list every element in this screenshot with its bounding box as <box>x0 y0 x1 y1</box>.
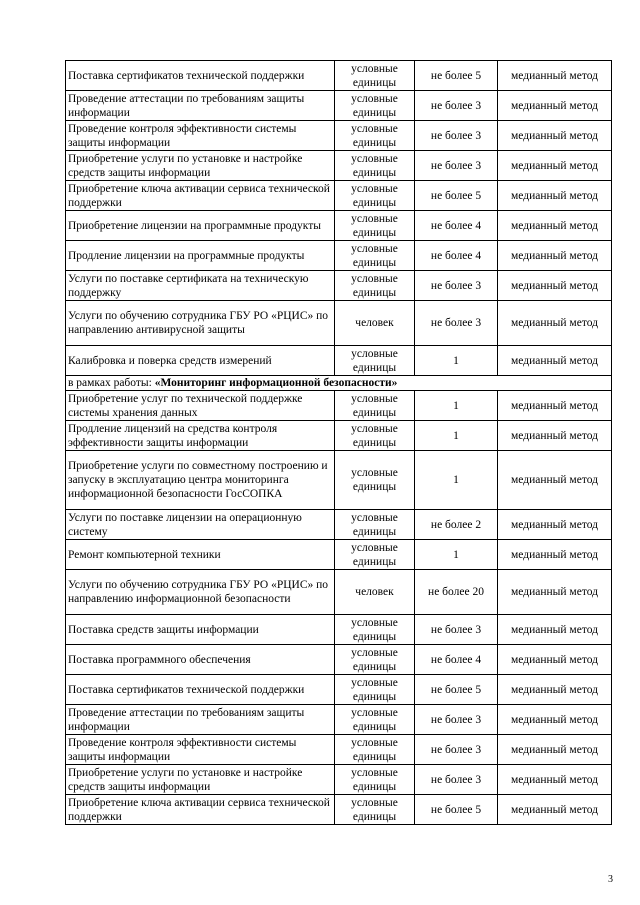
page-number: 3 <box>608 874 613 885</box>
method-cell: медианный метод <box>498 391 612 421</box>
table-row <box>66 645 612 675</box>
unit-cell: условные единицы <box>335 91 415 121</box>
unit-cell: условные единицы <box>335 765 415 795</box>
table-row <box>66 675 612 705</box>
section-heading <box>66 376 612 391</box>
quantity-cell: не более 3 <box>415 615 498 645</box>
method-cell: медианный метод <box>498 615 612 645</box>
quantity-cell: не более 5 <box>415 61 498 91</box>
unit-cell: условные единицы <box>335 346 415 376</box>
unit-cell: условные единицы <box>335 705 415 735</box>
quantity-cell: не более 3 <box>415 91 498 121</box>
quantity-cell: не более 3 <box>415 735 498 765</box>
quantity-cell: не более 3 <box>415 705 498 735</box>
quantity-cell: не более 3 <box>415 271 498 301</box>
table-row <box>66 91 612 121</box>
table-body-top <box>66 61 612 376</box>
method-cell: медианный метод <box>498 705 612 735</box>
table-row <box>66 211 612 241</box>
quantity-cell: 1 <box>415 421 498 451</box>
table-section <box>66 376 612 391</box>
unit-cell: условные единицы <box>335 735 415 765</box>
table-row <box>66 391 612 421</box>
method-cell: медианный метод <box>498 421 612 451</box>
table-row <box>66 181 612 211</box>
unit-cell: человек <box>335 570 415 615</box>
table-row <box>66 451 612 510</box>
item-name-cell: Ремонт компьютерной техники <box>66 540 335 570</box>
item-name-cell: Приобретение услуги по совместному построению и запуску в эксплуатацию центра мониторинга информационной безопасности ГосСОПКА <box>66 451 335 510</box>
item-name-cell: Приобретение ключа активации сервиса технической поддержки <box>66 795 335 825</box>
unit-cell: условные единицы <box>335 795 415 825</box>
item-name-cell: Услуги по поставке сертификата на техническую поддержку <box>66 271 335 301</box>
table-row <box>66 570 612 615</box>
method-cell: медианный метод <box>498 765 612 795</box>
procurement-table <box>65 60 612 825</box>
table-row <box>66 735 612 765</box>
method-cell: медианный метод <box>498 61 612 91</box>
method-cell: медианный метод <box>498 121 612 151</box>
quantity-cell: не более 2 <box>415 510 498 540</box>
table-row <box>66 301 612 346</box>
table-row <box>66 795 612 825</box>
method-cell: медианный метод <box>498 346 612 376</box>
unit-cell: условные единицы <box>335 151 415 181</box>
quantity-cell: не более 3 <box>415 301 498 346</box>
unit-cell: условные единицы <box>335 451 415 510</box>
quantity-cell: не более 5 <box>415 675 498 705</box>
unit-cell: условные единицы <box>335 675 415 705</box>
unit-cell: условные единицы <box>335 61 415 91</box>
unit-cell: условные единицы <box>335 421 415 451</box>
table-body-bottom <box>66 391 612 825</box>
unit-cell: условные единицы <box>335 241 415 271</box>
unit-cell: условные единицы <box>335 615 415 645</box>
item-name-cell: Приобретение услуг по технической поддержке системы хранения данных <box>66 391 335 421</box>
unit-cell: условные единицы <box>335 645 415 675</box>
item-name-cell: Приобретение лицензии на программные продукты <box>66 211 335 241</box>
quantity-cell: не более 4 <box>415 645 498 675</box>
item-name-cell: Поставка средств защиты информации <box>66 615 335 645</box>
quantity-cell: 1 <box>415 540 498 570</box>
quantity-cell: не более 3 <box>415 121 498 151</box>
item-name-cell: Проведение аттестации по требованиям защиты информации <box>66 705 335 735</box>
method-cell: медианный метод <box>498 645 612 675</box>
unit-cell: условные единицы <box>335 510 415 540</box>
item-name-cell: Приобретение ключа активации сервиса технической поддержки <box>66 181 335 211</box>
quantity-cell: не более 5 <box>415 181 498 211</box>
item-name-cell: Приобретение услуги по установке и настройке средств защиты информации <box>66 151 335 181</box>
item-name-cell: Продление лицензии на программные продукты <box>66 241 335 271</box>
item-name-cell: Калибровка и поверка средств измерений <box>66 346 335 376</box>
method-cell: медианный метод <box>498 211 612 241</box>
quantity-cell: не более 3 <box>415 151 498 181</box>
item-name-cell: Поставка сертификатов технической поддержки <box>66 61 335 91</box>
item-name-cell: Поставка программного обеспечения <box>66 645 335 675</box>
method-cell: медианный метод <box>498 675 612 705</box>
table-row <box>66 615 612 645</box>
table-row <box>66 540 612 570</box>
table-row <box>66 61 612 91</box>
item-name-cell: Услуги по поставке лицензии на операционную систему <box>66 510 335 540</box>
unit-cell: условные единицы <box>335 540 415 570</box>
unit-cell: условные единицы <box>335 211 415 241</box>
item-name-cell: Проведение контроля эффективности системы защиты информации <box>66 735 335 765</box>
method-cell: медианный метод <box>498 271 612 301</box>
method-cell: медианный метод <box>498 451 612 510</box>
table-row <box>66 705 612 735</box>
unit-cell: человек <box>335 301 415 346</box>
table-row <box>66 271 612 301</box>
quantity-cell: не более 20 <box>415 570 498 615</box>
section-row <box>66 376 612 391</box>
section-title: «Мониторинг информационной безопасности» <box>154 377 398 389</box>
table-row <box>66 765 612 795</box>
item-name-cell: Продление лицензий на средства контроля эффективности защиты информации <box>66 421 335 451</box>
table-row <box>66 346 612 376</box>
item-name-cell: Приобретение услуги по установке и настройке средств защиты информации <box>66 765 335 795</box>
item-name-cell: Услуги по обучению сотрудника ГБУ РО «РЦИС» по направлению информационной безопасности <box>66 570 335 615</box>
method-cell: медианный метод <box>498 301 612 346</box>
unit-cell: условные единицы <box>335 181 415 211</box>
quantity-cell: не более 4 <box>415 211 498 241</box>
quantity-cell: 1 <box>415 451 498 510</box>
quantity-cell: не более 4 <box>415 241 498 271</box>
item-name-cell: Поставка сертификатов технической поддержки <box>66 675 335 705</box>
table-row <box>66 241 612 271</box>
section-prefix: в рамках работы: <box>68 377 155 389</box>
method-cell: медианный метод <box>498 91 612 121</box>
method-cell: медианный метод <box>498 795 612 825</box>
unit-cell: условные единицы <box>335 391 415 421</box>
quantity-cell: 1 <box>415 391 498 421</box>
unit-cell: условные единицы <box>335 271 415 301</box>
method-cell: медианный метод <box>498 510 612 540</box>
quantity-cell: не более 5 <box>415 795 498 825</box>
item-name-cell: Проведение аттестации по требованиям защиты информации <box>66 91 335 121</box>
method-cell: медианный метод <box>498 570 612 615</box>
method-cell: медианный метод <box>498 735 612 765</box>
method-cell: медианный метод <box>498 540 612 570</box>
unit-cell: условные единицы <box>335 121 415 151</box>
table-row <box>66 121 612 151</box>
table-row <box>66 510 612 540</box>
method-cell: медианный метод <box>498 241 612 271</box>
method-cell: медианный метод <box>498 181 612 211</box>
table-row <box>66 151 612 181</box>
method-cell: медианный метод <box>498 151 612 181</box>
item-name-cell: Услуги по обучению сотрудника ГБУ РО «РЦИС» по направлению антивирусной защиты <box>66 301 335 346</box>
quantity-cell: не более 3 <box>415 765 498 795</box>
quantity-cell: 1 <box>415 346 498 376</box>
item-name-cell: Проведение контроля эффективности системы защиты информации <box>66 121 335 151</box>
table-row <box>66 421 612 451</box>
